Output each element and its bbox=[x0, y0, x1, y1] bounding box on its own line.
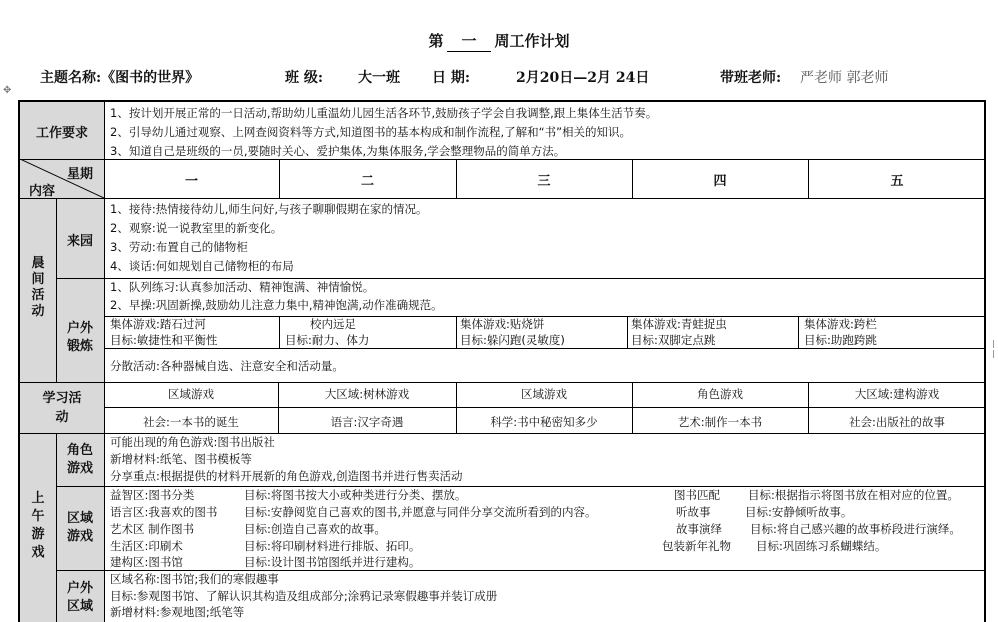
learning-area: 大区域:建构游戏 bbox=[854, 387, 940, 401]
area-game-goal: 目标:设计图书馆图纸并进行建构。 bbox=[244, 555, 421, 569]
am-games-label: 上午游戏 bbox=[31, 491, 45, 560]
learning-subject: 艺术:制作一本书 bbox=[677, 415, 763, 429]
group-game: 集体游戏:青蛙捉虫 bbox=[631, 317, 727, 331]
arrival-label: 来园 bbox=[66, 234, 93, 249]
area-game-goal-2: 目标:根据指示将图书放在相对应的位置。 bbox=[748, 488, 959, 502]
role-play-line: 新增材料:纸笔、图书模板等 bbox=[110, 452, 252, 466]
arrival-item: 2、观察:说一说教室里的新变化。 bbox=[110, 221, 283, 235]
page-title: 第 一 周工作计划 bbox=[428, 32, 570, 50]
weekday-thursday: 四 bbox=[713, 174, 727, 189]
learning-area: 区域游戏 bbox=[521, 387, 567, 401]
teacher-label: 带班老师: bbox=[720, 70, 782, 86]
area-game-goal: 目标:将图书按大小或种类进行分类、摆放。 bbox=[244, 488, 467, 502]
area-game-goal-2: 目标:将自己感兴趣的故事桥段进行演绎。 bbox=[750, 522, 961, 536]
area-game-name: 建构区:图书馆 bbox=[110, 555, 183, 569]
outdoor-line: 区域名称:图书馆;我们的寒假趣事 bbox=[110, 572, 279, 586]
group-game-goal: 目标:躲闪跑(灵敏度) bbox=[460, 333, 565, 347]
area-game-goal: 目标:创造自己喜欢的故事。 bbox=[244, 522, 386, 536]
corner-weekday-label: 星期 bbox=[66, 167, 93, 182]
morning-label: 晨间活动 bbox=[31, 256, 45, 319]
learning-subject: 社会:一本书的诞生 bbox=[143, 415, 239, 429]
area-game-goal-2: 目标:安静倾听故事。 bbox=[745, 505, 853, 519]
learning-label: 学习活动 bbox=[42, 391, 82, 425]
area-games-label: 区域游戏 bbox=[66, 511, 93, 544]
area-game-goal: 目标:安静阅览自己喜欢的图书,并愿意与同伴分享交流所看到的内容。 bbox=[244, 505, 597, 519]
exercise-item: 1、队列练习:认真参加活动、精神饱满、神情愉悦。 bbox=[110, 280, 375, 294]
requirement-item: 2、引导幼儿通过观察、上网查阅资料等方式,知道图书的基本构成和制作流程,了解和“书”相关的知识。 bbox=[110, 125, 632, 139]
weekday-monday: 一 bbox=[184, 174, 198, 189]
class-value: 大一班 bbox=[358, 70, 400, 86]
exercise-label: 户外锻炼 bbox=[66, 321, 93, 354]
group-game-goal: 目标:双脚定点跳 bbox=[631, 333, 716, 347]
area-game-name: 艺术区 制作图书 bbox=[110, 522, 195, 536]
arrival-item: 4、谈话:何如规划自己储物柜的布局 bbox=[110, 259, 294, 273]
weekly-plan-table bbox=[18, 100, 986, 622]
date-value: 2月20日—2月 24日 bbox=[516, 70, 650, 86]
area-game-name-2: 故事演绎 bbox=[676, 522, 722, 536]
arrival-item: 3、劳动:布置自己的储物柜 bbox=[110, 240, 248, 254]
weekday-friday: 五 bbox=[890, 174, 904, 189]
requirements-label: 工作要求 bbox=[35, 126, 88, 141]
date-label: 日 期: bbox=[432, 70, 471, 86]
weekday-tuesday: 二 bbox=[360, 174, 374, 189]
learning-area: 角色游戏 bbox=[697, 387, 743, 401]
requirement-item: 1、按计划开展正常的一日活动,帮助幼儿重温幼儿园生活各环节,鼓励孩子学会自我调整,跟上集体生活节奏。 bbox=[110, 106, 658, 120]
role-play-label: 角色游戏 bbox=[66, 443, 93, 476]
area-game-name-2: 听故事 bbox=[676, 505, 711, 519]
group-game-goal: 目标:耐力、体力 bbox=[285, 333, 370, 347]
exercise-item: 2、早操:巩固新操,鼓励幼儿注意力集中,精神饱满,动作准确规范。 bbox=[110, 298, 443, 312]
right-edge-mark bbox=[993, 350, 998, 358]
week-number: 一 bbox=[447, 30, 490, 52]
group-game: 校内远足 bbox=[310, 317, 356, 331]
role-play-line: 可能出现的角色游戏:图书出版社 bbox=[110, 435, 275, 449]
teacher-value: 严老师 郭老师 bbox=[800, 70, 889, 86]
area-game-name-2: 包装新年礼物 bbox=[662, 539, 731, 553]
outdoor-line: 新增材料:参观地图;纸笔等 bbox=[110, 605, 245, 619]
arrival-item: 1、接待:热情接待幼儿,师生问好,与孩子聊聊假期在家的情况。 bbox=[110, 202, 428, 216]
corner-content-label: 内容 bbox=[28, 184, 55, 199]
outdoor-line: 目标:参观图书馆、了解认识其构造及组成部分;涂鸦记录寒假趣事并装订成册 bbox=[110, 589, 498, 603]
group-game: 集体游戏:贴烧饼 bbox=[460, 317, 545, 331]
outdoor-label: 户外区域 bbox=[66, 581, 93, 614]
learning-subject: 语言:汉字奇遇 bbox=[330, 415, 404, 429]
group-game: 集体游戏:踏石过河 bbox=[110, 317, 206, 331]
area-game-name: 生活区:印刷术 bbox=[110, 539, 183, 553]
area-game-name-2: 图书匹配 bbox=[674, 488, 720, 502]
area-game-goal-2: 目标:巩固练习系蝴蝶结。 bbox=[756, 539, 887, 553]
area-game-goal: 目标:将印刷材料进行排版、拓印。 bbox=[244, 539, 421, 553]
area-game-name: 益智区:图书分类 bbox=[110, 488, 195, 502]
table-move-handle-icon[interactable]: ✥ bbox=[3, 85, 12, 96]
right-edge-mark bbox=[993, 340, 998, 348]
area-game-name: 语言区:我喜欢的图书 bbox=[110, 505, 218, 519]
group-game-goal: 目标:敏捷性和平衡性 bbox=[110, 333, 218, 347]
group-game: 集体游戏:跨栏 bbox=[804, 317, 877, 331]
learning-area: 区域游戏 bbox=[168, 387, 214, 401]
class-label: 班 级: bbox=[285, 70, 324, 86]
learning-subject: 科学:书中秘密知多少 bbox=[490, 415, 598, 429]
learning-subject: 社会:出版社的故事 bbox=[849, 415, 945, 429]
theme-name: 主题名称:《图书的世界》 bbox=[40, 70, 200, 86]
group-game-goal: 目标:助跑跨跳 bbox=[804, 333, 877, 347]
requirement-item: 3、知道自己是班级的一员,要随时关心、爱护集体,为集体服务,学会整理物品的简单方法。 bbox=[110, 144, 566, 158]
role-play-line: 分享重点:根据提供的材料开展新的角色游戏,创造图书并进行售卖活动 bbox=[110, 469, 463, 483]
learning-area: 大区域:树林游戏 bbox=[324, 387, 410, 401]
free-play: 分散活动:各种器械自选、注意安全和活动量。 bbox=[110, 359, 344, 373]
weekday-wednesday: 三 bbox=[537, 174, 551, 189]
